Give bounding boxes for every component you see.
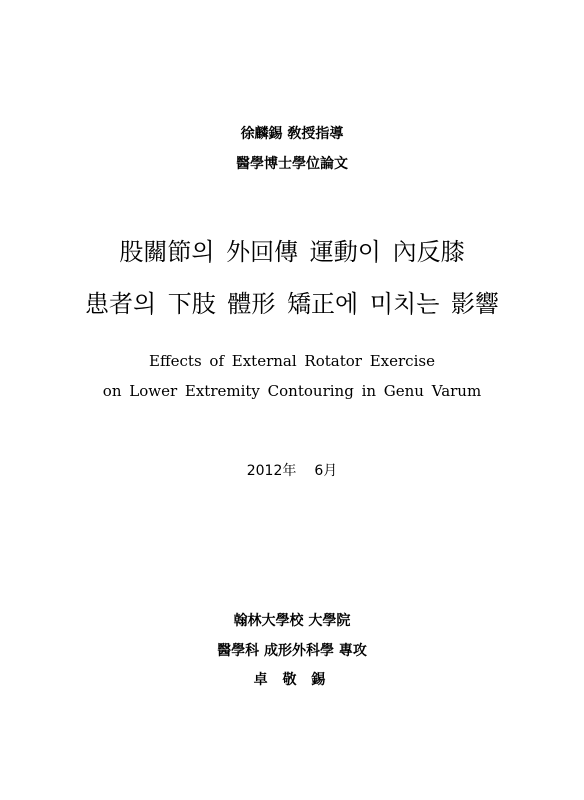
date-month: 6月 (314, 463, 338, 479)
author-name: 卓 敬 錫 (253, 672, 331, 688)
submission-date (0, 460, 584, 480)
degree-line: 醫學博士學位論文 (236, 156, 348, 172)
title-english-line-1: Effects of External Rotator Exercise (149, 352, 435, 370)
date-year: 2012年 (246, 463, 297, 479)
advisor-line: 徐麟錫 敎授指導 (240, 126, 344, 142)
university-name: 翰林大學校 大學院 (233, 613, 351, 629)
department-name: 醫學科 成形外科學 專攻 (217, 643, 367, 659)
title-korean-line-1: 股關節의 外回傳 運動이 內反膝 (119, 238, 465, 266)
title-english-line-2: on Lower Extremity Contouring in Genu Varum (102, 382, 482, 400)
title-korean-line-2: 患者의 下肢 體形 矯正에 미치는 影響 (84, 290, 500, 318)
